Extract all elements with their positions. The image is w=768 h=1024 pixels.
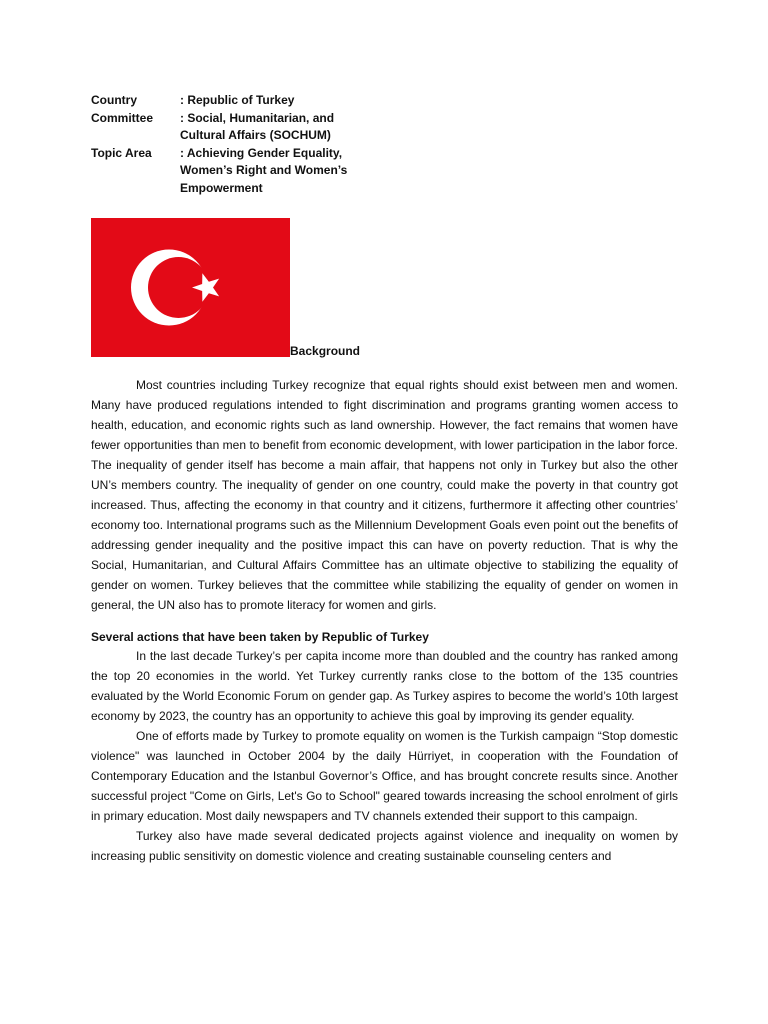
actions-paragraph-3: Turkey also have made several dedicated projects against violence and inequality on women by increasing public sensitivity on domestic violence and creating sustainable counseling centers and [91, 829, 678, 863]
actions-paragraph-2: One of efforts made by Turkey to promote equality on women is the Turkish campaign “Stop domestic violence" was launched in October 2004 by the daily Hürriyet, in cooperation with the Foundation of Contemporary Education and the Istanbul Governor’s Office, and has brought concrete results since. Another successful project "Come on Girls, Let's Go to School" geared towards increasing the school enrolment of girls in primary education. Most daily newspapers and TV channels extended their support to this campaign. [91, 729, 678, 823]
committee-label: Committee [91, 110, 154, 125]
topic-value-line-2: Women’s Right and Women’s [180, 163, 348, 177]
actions-heading: Several actions that have been taken by Republic of Turkey [91, 630, 429, 644]
topic-row [91, 145, 678, 198]
country-label: Country [91, 93, 137, 107]
committee-row [91, 110, 678, 145]
country-row [91, 92, 678, 110]
actions-paragraph-1: In the last decade Turkey’s per capita income more than doubled and the country has ranked among the top 20 economies in the world. Yet Turkey currently ranks close to the bottom of the 135 countries evaluated by the World Economic Forum on gender gap. As Turkey aspires to become the world’s 10th largest economy by 2023, the country has an opportunity to achieve this goal by improving its gender equality. [91, 649, 678, 723]
topic-value-line-3: Empowerment [180, 180, 263, 195]
turkey-flag-icon [91, 218, 290, 357]
background-paragraph: Most countries including Turkey recognize that equal rights should exist between men and women. Many have produced regulations intended to fight discrimination and programs granting women access to health, education, and economic rights such as land ownership. However, the fact remains that women have fewer opportunities than men to benefit from economic development, with lower participation in the labor force. The inequality of gender itself has become a main affair, that happens not only in Turkey but also the other UN’s members country. The inequality of gender on one country, could make the poverty in that country got increased. Thus, affecting the economy in that country and it citizens, furthermore it affecting other countries’ economy too. International programs such as the Millennium Development Goals even point out the benefits of addressing gender inequality and the positive impact this can have on poverty reduction. That is why the Social, Humanitarian, and Cultural Affairs Committee has an ultimate objective to stabilizing the equality of gender on women. Turkey believes that the committee while stabilizing the equality of gender on women in general, the UN also has to promote literacy for women and girls. [91, 378, 678, 612]
document-header [91, 92, 678, 197]
flag-and-heading-line [91, 216, 678, 357]
committee-value-line-2: Cultural Affairs (SOCHUM) [180, 128, 331, 142]
committee-value [180, 110, 678, 145]
committee-value-line-1: : Social, Humanitarian, and [180, 110, 335, 125]
topic-label: Topic Area [91, 145, 152, 160]
background-heading: Background [290, 344, 361, 358]
document-page [91, 92, 678, 866]
country-value: : Republic of Turkey [180, 93, 295, 107]
topic-value [180, 145, 678, 198]
topic-value-line-1: : Achieving Gender Equality, [180, 145, 343, 160]
